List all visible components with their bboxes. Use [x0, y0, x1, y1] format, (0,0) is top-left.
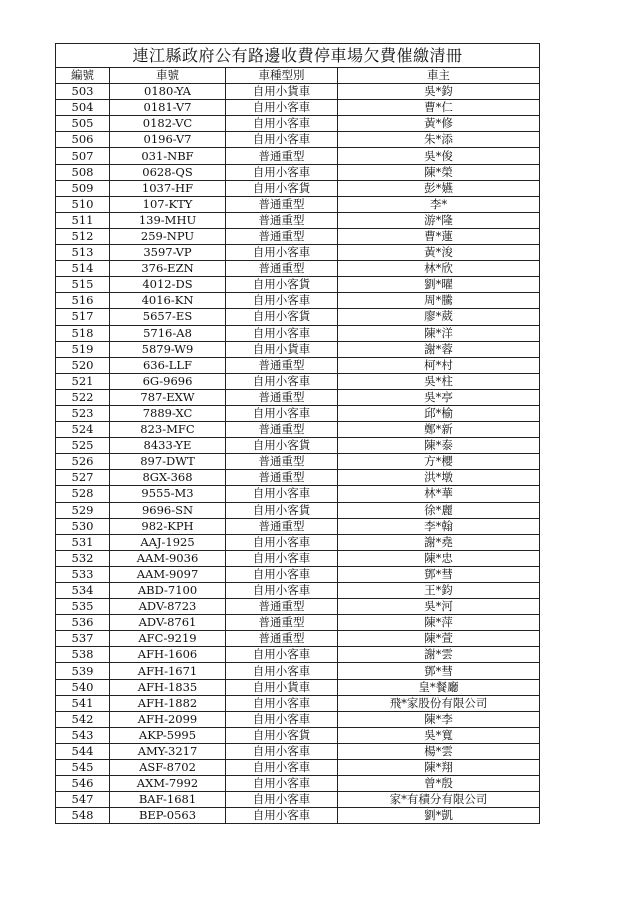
cell-owner: 陳*李: [338, 711, 540, 727]
cell-number: 517: [56, 309, 110, 325]
cell-plate: 5879-W9: [110, 341, 226, 357]
cell-number: 507: [56, 148, 110, 164]
cell-vehicle-type: 自用小客車: [226, 808, 338, 824]
table-row: [56, 357, 540, 373]
cell-plate: 259-NPU: [110, 228, 226, 244]
cell-number: 509: [56, 180, 110, 196]
cell-plate: 376-EZN: [110, 261, 226, 277]
cell-vehicle-type: 普通重型: [226, 261, 338, 277]
cell-owner: 陳*翔: [338, 760, 540, 776]
cell-plate: 982-KPH: [110, 518, 226, 534]
column-header-vehicle-type: 車種型別: [226, 68, 338, 84]
table-row: [56, 550, 540, 566]
cell-plate: 6G-9696: [110, 373, 226, 389]
cell-number: 519: [56, 341, 110, 357]
cell-owner: 廖*葳: [338, 309, 540, 325]
cell-owner: 吳*河: [338, 599, 540, 615]
cell-owner: 吳*寬: [338, 727, 540, 743]
cell-owner: 曾*殷: [338, 776, 540, 792]
cell-plate: 9555-M3: [110, 486, 226, 502]
cell-plate: BEP-0563: [110, 808, 226, 824]
cell-vehicle-type: 自用小客車: [226, 164, 338, 180]
cell-plate: AFH-1606: [110, 647, 226, 663]
cell-vehicle-type: 自用小客車: [226, 405, 338, 421]
cell-plate: 3597-VP: [110, 245, 226, 261]
table-row: [56, 470, 540, 486]
cell-vehicle-type: 自用小客車: [226, 566, 338, 582]
cell-owner: 王*鈞: [338, 583, 540, 599]
table-row: [56, 277, 540, 293]
cell-vehicle-type: 自用小貨車: [226, 679, 338, 695]
cell-vehicle-type: 自用小客車: [226, 325, 338, 341]
cell-vehicle-type: 自用小客車: [226, 550, 338, 566]
cell-vehicle-type: 自用小客車: [226, 245, 338, 261]
cell-plate: 139-MHU: [110, 212, 226, 228]
cell-vehicle-type: 自用小客車: [226, 647, 338, 663]
cell-vehicle-type: 自用小客車: [226, 100, 338, 116]
cell-owner: 李*: [338, 196, 540, 212]
table-row: [56, 148, 540, 164]
cell-number: 524: [56, 422, 110, 438]
cell-number: 520: [56, 357, 110, 373]
table-row: [56, 792, 540, 808]
table-row: [56, 293, 540, 309]
cell-number: 508: [56, 164, 110, 180]
table-row: [56, 116, 540, 132]
cell-number: 504: [56, 100, 110, 116]
cell-vehicle-type: 普通重型: [226, 212, 338, 228]
cell-owner: 林*欣: [338, 261, 540, 277]
cell-vehicle-type: 普通重型: [226, 196, 338, 212]
cell-number: 541: [56, 695, 110, 711]
cell-owner: 陳*榮: [338, 164, 540, 180]
cell-owner: 徐*麗: [338, 502, 540, 518]
cell-plate: AFH-2099: [110, 711, 226, 727]
cell-number: 534: [56, 583, 110, 599]
table-row: [56, 212, 540, 228]
cell-plate: AAM-9097: [110, 566, 226, 582]
cell-vehicle-type: 自用小客車: [226, 293, 338, 309]
cell-owner: 周*騰: [338, 293, 540, 309]
cell-number: 518: [56, 325, 110, 341]
table-row: [56, 534, 540, 550]
cell-plate: AMY-3217: [110, 743, 226, 759]
cell-plate: 4016-KN: [110, 293, 226, 309]
arrears-roster-table: [55, 43, 540, 824]
cell-number: 547: [56, 792, 110, 808]
cell-owner: 謝*堯: [338, 534, 540, 550]
cell-number: 512: [56, 228, 110, 244]
cell-plate: ABD-7100: [110, 583, 226, 599]
table-row: [56, 599, 540, 615]
cell-vehicle-type: 自用小客車: [226, 792, 338, 808]
cell-vehicle-type: 自用小客車: [226, 743, 338, 759]
cell-number: 546: [56, 776, 110, 792]
cell-number: 535: [56, 599, 110, 615]
cell-owner: 謝*雲: [338, 647, 540, 663]
cell-number: 539: [56, 663, 110, 679]
cell-plate: AFH-1671: [110, 663, 226, 679]
cell-plate: 031-NBF: [110, 148, 226, 164]
table-row: [56, 309, 540, 325]
cell-number: 543: [56, 727, 110, 743]
cell-plate: 0180-YA: [110, 84, 226, 100]
cell-owner: 洪*墩: [338, 470, 540, 486]
cell-plate: 636-LLF: [110, 357, 226, 373]
cell-vehicle-type: 自用小客貨: [226, 502, 338, 518]
cell-plate: AAJ-1925: [110, 534, 226, 550]
cell-owner: 彭*嬿: [338, 180, 540, 196]
cell-plate: 9696-SN: [110, 502, 226, 518]
cell-owner: 邱*榆: [338, 405, 540, 421]
cell-plate: 5716-A8: [110, 325, 226, 341]
cell-owner: 曹*仁: [338, 100, 540, 116]
cell-plate: ASF-8702: [110, 760, 226, 776]
cell-owner: 方*櫻: [338, 454, 540, 470]
cell-owner: 皇*餐廳: [338, 679, 540, 695]
table-row: [56, 389, 540, 405]
cell-vehicle-type: 普通重型: [226, 422, 338, 438]
cell-owner: 鄧*彗: [338, 566, 540, 582]
cell-plate: AXM-7992: [110, 776, 226, 792]
title-row: [56, 44, 540, 68]
cell-number: 529: [56, 502, 110, 518]
table-row: [56, 196, 540, 212]
table-row: [56, 454, 540, 470]
table-row: [56, 486, 540, 502]
table-row: [56, 695, 540, 711]
table-row: [56, 438, 540, 454]
cell-vehicle-type: 自用小客車: [226, 711, 338, 727]
table-row: [56, 261, 540, 277]
table-row: [56, 583, 540, 599]
table-row: [56, 84, 540, 100]
cell-owner: 鄧*彗: [338, 663, 540, 679]
cell-vehicle-type: 自用小客貨: [226, 309, 338, 325]
cell-number: 548: [56, 808, 110, 824]
cell-vehicle-type: 普通重型: [226, 454, 338, 470]
cell-number: 511: [56, 212, 110, 228]
cell-vehicle-type: 普通重型: [226, 228, 338, 244]
cell-number: 525: [56, 438, 110, 454]
cell-owner: 陳*萱: [338, 631, 540, 647]
cell-plate: 0628-QS: [110, 164, 226, 180]
cell-number: 514: [56, 261, 110, 277]
cell-number: 538: [56, 647, 110, 663]
table-row: [56, 405, 540, 421]
table-row: [56, 518, 540, 534]
table-row: [56, 760, 540, 776]
table-row: [56, 647, 540, 663]
table-row: [56, 180, 540, 196]
cell-vehicle-type: 自用小客車: [226, 116, 338, 132]
cell-owner: 吳*亭: [338, 389, 540, 405]
cell-owner: 謝*蓉: [338, 341, 540, 357]
cell-vehicle-type: 自用小客車: [226, 776, 338, 792]
cell-vehicle-type: 普通重型: [226, 631, 338, 647]
table-row: [56, 373, 540, 389]
cell-plate: 8GX-368: [110, 470, 226, 486]
cell-plate: 0181-V7: [110, 100, 226, 116]
column-header-plate: 車號: [110, 68, 226, 84]
table-row: [56, 663, 540, 679]
cell-plate: 897-DWT: [110, 454, 226, 470]
cell-number: 536: [56, 615, 110, 631]
cell-number: 522: [56, 389, 110, 405]
table-row: [56, 422, 540, 438]
cell-number: 540: [56, 679, 110, 695]
table-row: [56, 245, 540, 261]
cell-number: 521: [56, 373, 110, 389]
table-row: [56, 808, 540, 824]
table-row: [56, 615, 540, 631]
cell-vehicle-type: 自用小客貨: [226, 438, 338, 454]
cell-owner: 劉*凱: [338, 808, 540, 824]
cell-plate: ADV-8723: [110, 599, 226, 615]
cell-number: 531: [56, 534, 110, 550]
cell-owner: 游*隆: [338, 212, 540, 228]
cell-number: 532: [56, 550, 110, 566]
cell-plate: 1037-HF: [110, 180, 226, 196]
cell-owner: 楊*雲: [338, 743, 540, 759]
cell-vehicle-type: 自用小客車: [226, 373, 338, 389]
table-row: [56, 164, 540, 180]
column-header-number: 編號: [56, 68, 110, 84]
cell-number: 516: [56, 293, 110, 309]
cell-owner: 曹*蓮: [338, 228, 540, 244]
cell-owner: 黃*浚: [338, 245, 540, 261]
cell-owner: 吳*鈞: [338, 84, 540, 100]
cell-plate: AFH-1835: [110, 679, 226, 695]
cell-owner: 劉*曜: [338, 277, 540, 293]
cell-plate: AKP-5995: [110, 727, 226, 743]
cell-number: 544: [56, 743, 110, 759]
cell-owner: 黃*修: [338, 116, 540, 132]
cell-owner: 陳*洋: [338, 325, 540, 341]
cell-number: 506: [56, 132, 110, 148]
cell-owner: 吳*俊: [338, 148, 540, 164]
cell-plate: 8433-YE: [110, 438, 226, 454]
cell-vehicle-type: 普通重型: [226, 357, 338, 373]
cell-vehicle-type: 自用小客車: [226, 760, 338, 776]
column-header-owner: 車主: [338, 68, 540, 84]
cell-number: 542: [56, 711, 110, 727]
table-row: [56, 743, 540, 759]
cell-vehicle-type: 普通重型: [226, 389, 338, 405]
cell-plate: 7889-XC: [110, 405, 226, 421]
cell-vehicle-type: 普通重型: [226, 599, 338, 615]
cell-vehicle-type: 自用小客貨: [226, 180, 338, 196]
table-row: [56, 132, 540, 148]
cell-owner: 家*有積分有限公司: [338, 792, 540, 808]
cell-plate: AFH-1882: [110, 695, 226, 711]
table-row: [56, 727, 540, 743]
table-row: [56, 631, 540, 647]
cell-plate: 4012-DS: [110, 277, 226, 293]
cell-vehicle-type: 普通重型: [226, 148, 338, 164]
cell-number: 527: [56, 470, 110, 486]
cell-vehicle-type: 自用小客車: [226, 534, 338, 550]
cell-plate: AAM-9036: [110, 550, 226, 566]
cell-owner: 李*翰: [338, 518, 540, 534]
cell-number: 503: [56, 84, 110, 100]
table-row: [56, 566, 540, 582]
cell-vehicle-type: 普通重型: [226, 470, 338, 486]
cell-number: 505: [56, 116, 110, 132]
cell-vehicle-type: 自用小客車: [226, 132, 338, 148]
table-body: [56, 84, 540, 824]
cell-owner: 朱*添: [338, 132, 540, 148]
cell-number: 533: [56, 566, 110, 582]
cell-owner: 陳*泰: [338, 438, 540, 454]
cell-owner: 鄭*新: [338, 422, 540, 438]
cell-vehicle-type: 普通重型: [226, 518, 338, 534]
cell-vehicle-type: 自用小貨車: [226, 341, 338, 357]
cell-vehicle-type: 自用小貨車: [226, 84, 338, 100]
table-row: [56, 325, 540, 341]
table-row: [56, 711, 540, 727]
cell-number: 510: [56, 196, 110, 212]
cell-owner: 吳*柱: [338, 373, 540, 389]
cell-vehicle-type: 自用小客貨: [226, 277, 338, 293]
cell-vehicle-type: 普通重型: [226, 615, 338, 631]
table-row: [56, 100, 540, 116]
cell-owner: 陳*萍: [338, 615, 540, 631]
cell-plate: 0196-V7: [110, 132, 226, 148]
cell-vehicle-type: 自用小客車: [226, 583, 338, 599]
cell-plate: 0182-VC: [110, 116, 226, 132]
cell-plate: BAF-1681: [110, 792, 226, 808]
cell-plate: AFC-9219: [110, 631, 226, 647]
cell-owner: 陳*忠: [338, 550, 540, 566]
cell-vehicle-type: 自用小客車: [226, 486, 338, 502]
cell-plate: ADV-8761: [110, 615, 226, 631]
cell-owner: 飛*家股份有限公司: [338, 695, 540, 711]
header-row: [56, 68, 540, 84]
cell-plate: 823-MFC: [110, 422, 226, 438]
cell-number: 528: [56, 486, 110, 502]
table-row: [56, 679, 540, 695]
cell-vehicle-type: 自用小客車: [226, 695, 338, 711]
cell-number: 530: [56, 518, 110, 534]
cell-number: 526: [56, 454, 110, 470]
table-row: [56, 776, 540, 792]
cell-plate: 5657-ES: [110, 309, 226, 325]
cell-plate: 107-KTY: [110, 196, 226, 212]
document-title: 連江縣政府公有路邊收費停車場欠費催繳清冊: [56, 44, 540, 68]
cell-number: 515: [56, 277, 110, 293]
cell-plate: 787-EXW: [110, 389, 226, 405]
cell-number: 537: [56, 631, 110, 647]
cell-owner: 林*華: [338, 486, 540, 502]
cell-owner: 柯*村: [338, 357, 540, 373]
cell-number: 545: [56, 760, 110, 776]
cell-number: 513: [56, 245, 110, 261]
table-row: [56, 228, 540, 244]
cell-number: 523: [56, 405, 110, 421]
table-row: [56, 341, 540, 357]
table-row: [56, 502, 540, 518]
cell-vehicle-type: 自用小客車: [226, 663, 338, 679]
cell-vehicle-type: 自用小客貨: [226, 727, 338, 743]
